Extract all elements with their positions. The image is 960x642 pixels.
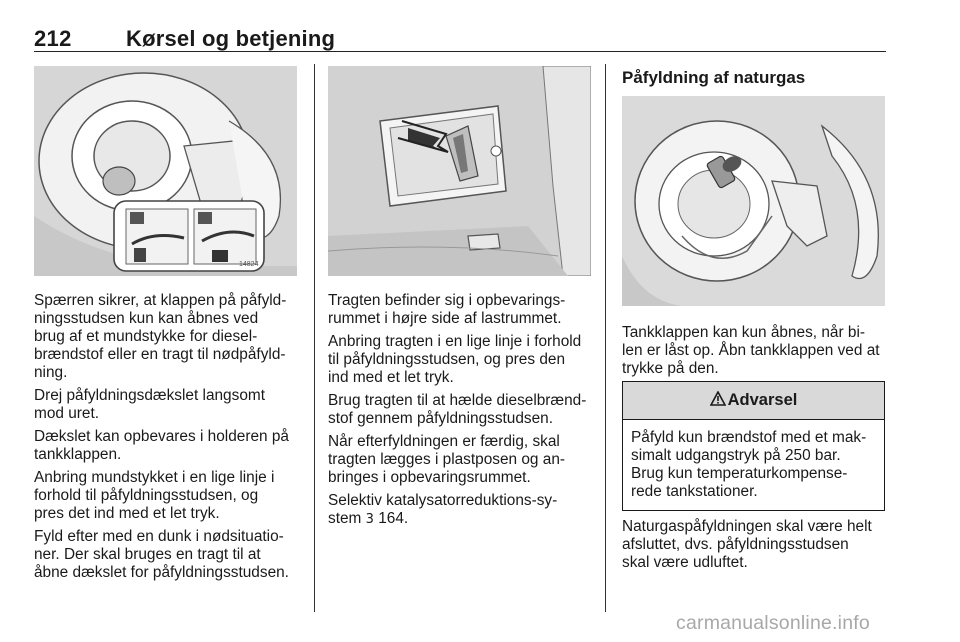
column-3-intro: [622, 324, 890, 383]
cross-reference: [328, 492, 596, 529]
column-2: [328, 292, 596, 534]
column-1: [34, 292, 302, 587]
paragraph: Når efterfyldningen er færdig, skal tragten lægges i plastposen og an- bringes i opbevaringsrummet.: [328, 433, 565, 486]
section-title: Påfyldning af naturgas: [622, 68, 806, 87]
paragraph: Spærren sikrer, at klappen på påfyld- ningsstudsen kun kan åbnes ved brug af et mundstykke for diesel- brændstof eller en tragt til nødpåfyld- ning.: [34, 292, 287, 381]
warning-header: [623, 382, 884, 420]
funnel-storage-illustration: [328, 66, 591, 276]
paragraph: Brug tragten til at hælde dieselbrænd- stof gennem påfyldningsstudsen.: [328, 392, 587, 427]
paragraph: Anbring tragten i en lige linje i forhold til påfyldningsstudsen, og pres den ind med et let tryk.: [328, 333, 582, 386]
natural-gas-filler-illustration: [622, 96, 885, 306]
column-3-outro: [622, 518, 890, 577]
warning-triangle-icon: [710, 391, 726, 411]
warning-title: Advarsel: [727, 391, 798, 409]
figure-fuel-filler-diesel: [34, 66, 297, 276]
watermark: carmanualsonline.info: [676, 612, 870, 634]
paragraph: Fyld efter med en dunk i nødsituatio- ner. Der skal bruges en tragt til at åbne dækslet for påfyldningsstudsen.: [34, 528, 289, 581]
fuel-filler-illustration: [34, 66, 297, 276]
warning-body: Påfyld kun brændstof med et mak- simalt udgangstryk på 250 bar. Brug kun temperaturkompense- rede tankstationer.: [631, 429, 867, 500]
paragraph: Anbring mundstykket i en lige linje i forhold til påfyldningsstudsen, og pres det ind med et let tryk.: [34, 469, 275, 522]
xref-page-link[interactable]: 164.: [378, 510, 409, 527]
figure-natural-gas-filler: [622, 96, 885, 306]
paragraph: Drej påfyldningsdækslet langsomt mod uret.: [34, 387, 265, 422]
column-divider-right: [605, 64, 606, 612]
page-header: [34, 26, 886, 52]
paragraph: Tragten befinder sig i opbevarings- rummet i højre side af lastrummet.: [328, 292, 566, 327]
paragraph: Dækslet kan opbevares i holderen på tankklappen.: [34, 428, 289, 463]
paragraph: Tankklappen kan kun åbnes, når bi- len er låst op. Åbn tankklappen ved at trykke på den.: [622, 324, 880, 377]
xref-text: Selektiv katalysatorreduktions-sy- stem: [328, 492, 558, 527]
figure-label: 14824: [239, 261, 259, 268]
warning-box: [622, 381, 885, 511]
paragraph: Naturgaspåfyldningen skal være helt afsluttet, dvs. påfyldningsstudsen skal være udluftet.: [622, 518, 872, 571]
xref-arrow-icon: 3: [365, 512, 374, 527]
figure-funnel-storage: [328, 66, 591, 276]
page-number: 212: [34, 26, 72, 51]
warning-triangle-svg: [710, 391, 726, 406]
column-divider-left: [314, 64, 315, 612]
chapter-title: Kørsel og betjening: [126, 26, 336, 51]
